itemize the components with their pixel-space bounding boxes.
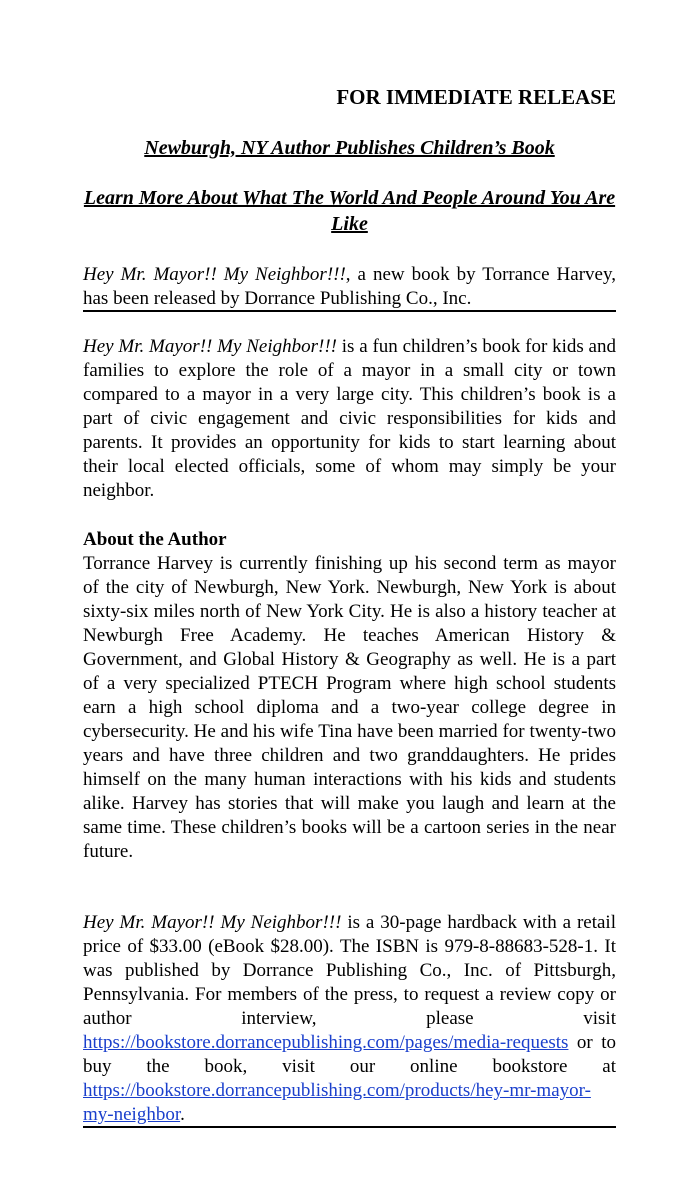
about-author-text: Torrance Harvey is currently finishing up his second term as mayor of the city of Newburgh, New York. Newburgh, New York is about sixty-six miles north of New York City. He is also a history teacher at Newburgh Free Academy. He teaches American History & Government, and Global History & Geography as well. He is a part of a very specialized PTECH Program where high school students earn a high school diploma and a two-year college degree in cybersecurity. He and his wife Tina have been married for twenty-two years and have three children and two granddaughters. He prides himself on the many human interactions with his kids and students alike. Harvey has stories that will make you laugh and learn at the same time. These children’s books will be a cartoon series in the near future. xyxy=(83,553,616,862)
details-text: or to buy the book, visit our online bookstore at xyxy=(83,1032,616,1077)
description-text: is a fun children’s book for kids and families to explore the role of a mayor in a small city or town compared to a mayor in a very large city. This children’s book is a part of civic engagement and civic responsibilities for kids and parents. It provides an opportunity for kids to start learning about their local elected officials, some of whom may simply be your neighbor. xyxy=(83,336,616,501)
divider-line xyxy=(83,310,616,312)
details-text: . xyxy=(180,1104,185,1125)
intro-text: , a new book by Torrance Harvey, has been released by Dorrance Publishing Co., Inc. xyxy=(83,264,616,309)
divider-line xyxy=(83,1126,616,1128)
book-title: Hey Mr. Mayor!! My Neighbor!!! xyxy=(83,264,346,285)
book-title: Hey Mr. Mayor!! My Neighbor!!! xyxy=(83,336,337,357)
intro-paragraph xyxy=(83,263,616,311)
book-details-paragraph xyxy=(83,911,616,1127)
details-text: is a 30-page hardback with a retail price of $33.00 (eBook $28.00). The ISBN is 979-8-88683-528-1. It was published by Dorrance Publishing Co., Inc. of Pittsburgh, Pennsylvania. For members of the press, to request a review copy or author interview, please visit xyxy=(83,912,616,1029)
media-requests-link[interactable]: https://bookstore.dorrancepublishing.com/pages/media-requests xyxy=(83,1032,569,1053)
headline: Newburgh, NY Author Publishes Children’s Book xyxy=(144,137,555,159)
about-author-section xyxy=(83,528,616,864)
book-title: Hey Mr. Mayor!! My Neighbor!!! xyxy=(83,912,342,933)
release-label: FOR IMMEDIATE RELEASE xyxy=(336,85,616,109)
subheadline: Learn More About What The World And People Around You Are Like xyxy=(83,187,616,235)
about-author-heading: About the Author xyxy=(83,529,227,550)
description-paragraph xyxy=(83,335,616,503)
bookstore-link[interactable]: https://bookstore.dorrancepublishing.com/products/hey-mr-mayor-my-neighbor xyxy=(83,1080,591,1125)
